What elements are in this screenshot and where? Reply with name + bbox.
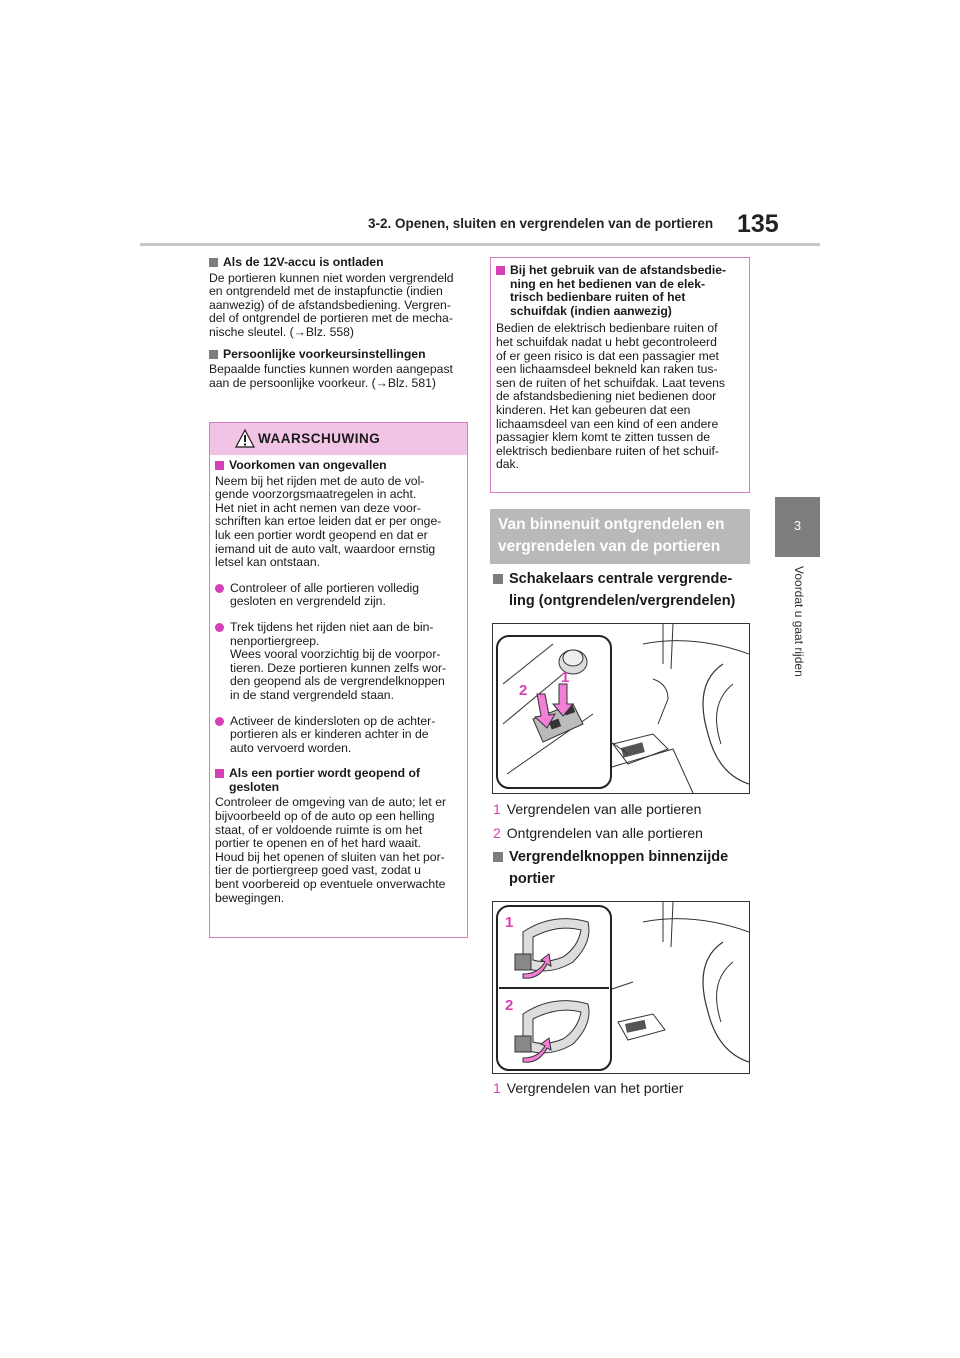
note-heading: Persoonlijke voorkeursinstellingen bbox=[209, 348, 469, 362]
running-header: 3-2. Openen, sluiten en vergrendelen van de portieren bbox=[368, 216, 714, 231]
round-bullet-icon bbox=[215, 584, 224, 593]
warning-subheading: Als een portier wordt geopend of gesloten bbox=[215, 767, 465, 794]
warning-header bbox=[210, 423, 467, 455]
page-number: 135 bbox=[737, 210, 779, 238]
warning-bullet: Trek tijdens het rijden niet aan de bin- nenportiergreep. Wees vooral voorzichtig bij de voorpor- tieren. Deze portieren kunnen zelfs wor- den geopend als de vergrendelknoppen in de stand vergrendeld staan. bbox=[215, 621, 465, 703]
warning-bullet: Activeer de kindersloten op de achter- portieren als er kinderen achter in de auto vervoerd worden. bbox=[215, 715, 465, 756]
caption-item-2: 2 Ontgrendelen van alle portieren bbox=[493, 825, 703, 841]
caption-item-1: 1 Vergrendelen van alle portieren bbox=[493, 801, 702, 817]
knob-illustration bbox=[492, 901, 750, 1074]
note-heading: Als de 12V-accu is ontladen bbox=[209, 256, 469, 270]
door-switch-drawing bbox=[493, 624, 749, 793]
warning-subheading: Voorkomen van ongevallen bbox=[215, 459, 465, 473]
round-bullet-icon bbox=[215, 623, 224, 632]
chapter-label: Voordat u gaat rijden bbox=[792, 566, 806, 677]
square-bullet-icon bbox=[215, 769, 224, 778]
warning-triangle-icon bbox=[235, 429, 255, 448]
warning-box bbox=[209, 422, 468, 938]
knobs-heading: Vergrendelknoppen binnenzijde portier bbox=[493, 846, 753, 890]
warning-bullet: Controleer of alle portieren volledig gesloten en vergrendeld zijn. bbox=[215, 582, 465, 609]
square-bullet-icon bbox=[215, 461, 224, 470]
chapter-number: 3 bbox=[793, 518, 802, 533]
square-bullet-icon bbox=[209, 350, 218, 359]
switches-heading: Schakelaars centrale vergrende- ling (ontgrendelen/vergrendelen) bbox=[493, 568, 753, 612]
header-rule bbox=[140, 243, 820, 246]
left-notes bbox=[209, 256, 469, 390]
warning-title: WAARSCHUWING bbox=[258, 431, 381, 446]
square-bullet-icon bbox=[493, 574, 503, 584]
callout-2: 2 bbox=[505, 997, 514, 1014]
warning-paragraph: Neem bij het rijden met de auto de vol- gende voorzorgsmaatregelen in acht. Het niet in acht nemen van deze voor- schriften kan ertoe leiden dat er per onge- luk een portier wordt geopend en dat er iemand uit de auto valt, waardoor ernstig letsel kan ontstaan. bbox=[215, 473, 442, 570]
callout-1: 1 bbox=[505, 914, 514, 931]
note-paragraph: Bepaalde functies kunnen worden aangepast aan de persoonlijke voorkeur. (→Blz. 581) bbox=[209, 362, 453, 390]
warning-paragraph: Controleer de omgeving van de auto; let er bijvoorbeeld op of de auto op een helling staat, of er voldoende ruimte is om het portier te openen en of het hard waait. Houd bij het openen of sluiten van het por- tier de portiergreep goed vast, zodat u bent voorbereid op eventuele onverwachte bewegingen. bbox=[215, 795, 447, 905]
caption-item-1: 1 Vergrendelen van het portier bbox=[493, 1080, 684, 1096]
callout-2: 2 bbox=[519, 682, 528, 699]
section-heading: Van binnenuit ontgrendelen en vergrendelen van de portieren bbox=[490, 509, 750, 564]
door-knob-drawing bbox=[493, 902, 749, 1073]
note-box-paragraph: Bedien de elektrisch bedienbare ruiten of het schuifdak nadat u hebt gecontroleerd of er geen risico is dat een passagier met een lichaamsdeel bekneld kan raken tus- sen de ruiten of het schuifdak. Laat tevens de afstandsbediening niet bedienen door kinderen. Het kan gebeuren dat een lichaamsdeel van een kind of een andere passagier klem komt te zitten tussen de elektrisch bedienbare ruiten of het schuif- dak. bbox=[496, 321, 726, 472]
callout-1: 1 bbox=[561, 669, 570, 686]
square-bullet-icon bbox=[496, 266, 505, 275]
round-bullet-icon bbox=[215, 717, 224, 726]
note-paragraph: De portieren kunnen niet worden vergrendeld en ontgrendeld met de instapfunctie (indien aanwezig) of de afstandsbediening. Vergren- del of ontgrendel de portieren met de mecha- nische sleutel. (→Blz. 558) bbox=[209, 270, 454, 339]
switch-illustration bbox=[492, 623, 750, 794]
square-bullet-icon bbox=[493, 852, 503, 862]
note-box bbox=[490, 257, 750, 493]
square-bullet-icon bbox=[209, 258, 218, 267]
note-box-heading: Bij het gebruik van de afstandsbedie- ning en het bedienen van de elek- trisch bedienbare ruiten of het schuifdak (indien aanwezig) bbox=[496, 264, 746, 318]
